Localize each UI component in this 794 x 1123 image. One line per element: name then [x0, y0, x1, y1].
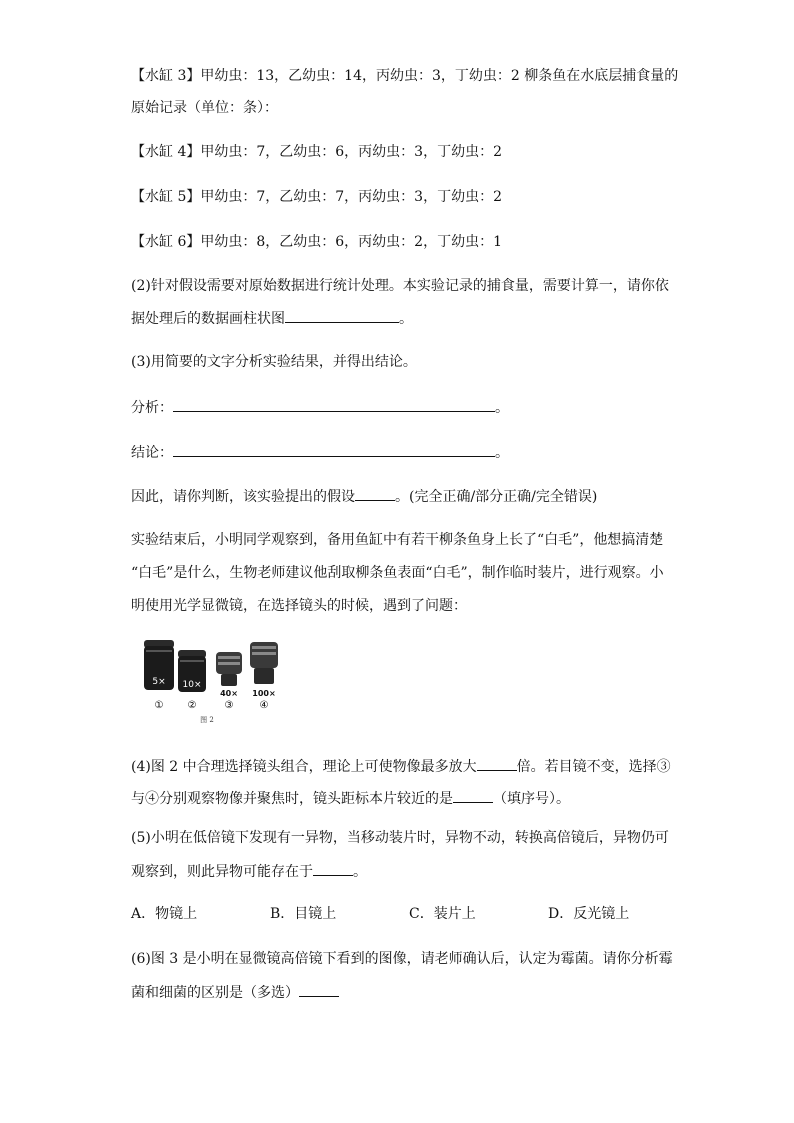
- question-4-lens-blank[interactable]: [453, 788, 493, 803]
- question-5-period: 。: [353, 864, 367, 880]
- question-6-line2: [131, 982, 339, 1003]
- option-d[interactable]: D．反光镜上: [548, 906, 630, 922]
- lens-label-5x: 5×: [152, 677, 166, 687]
- question-2-answer-blank[interactable]: [285, 308, 399, 323]
- question-2-period: 。: [399, 311, 413, 327]
- tank3-record-line1: 【水缸 3】甲幼虫：13，乙幼虫：14，丙幼虫：3，丁幼虫：2 柳条鱼在水底层捕食量的: [131, 68, 679, 84]
- observation-paragraph-line1: 实验结束后，小明同学观察到，备用鱼缸中有若干柳条鱼身上长了“白毛”，他想搞清楚: [131, 532, 664, 548]
- objective-100x: [250, 642, 278, 698]
- conclusion-period: 。: [495, 445, 509, 461]
- observation-paragraph-line2: “白毛”是什么，生物老师建议他刮取柳条鱼表面“白毛”，制作临时装片，进行观察。小: [131, 565, 664, 581]
- question-4-text-d: （填序号）。: [493, 791, 570, 807]
- conclusion-line: [131, 442, 509, 463]
- tank3-record-line2: 原始记录（单位：条）：: [131, 100, 278, 116]
- analysis-answer-blank[interactable]: [173, 397, 495, 412]
- question-4-text-c: 与④分别观察物像并聚焦时，镜头距标本片较近的是: [131, 791, 453, 807]
- analysis-period: 。: [495, 400, 509, 416]
- figure-caption: 图 2: [200, 716, 214, 724]
- option-b[interactable]: B．目镜上: [270, 906, 337, 922]
- observation-paragraph-line3: 明使用光学显微镜，在选择镜头的时候，遇到了问题：: [131, 598, 467, 614]
- question-4-magnification-blank[interactable]: [477, 756, 517, 771]
- question-4-line1: [131, 756, 671, 777]
- eyepiece-10x: [178, 650, 206, 692]
- tank4-record: 【水缸 4】甲幼虫：7，乙幼虫：6，丙幼虫：3，丁幼虫：2: [131, 144, 502, 160]
- question-6-text: 菌和细菌的区别是（多选）: [131, 985, 299, 1001]
- lens-number-3: ③: [224, 700, 234, 711]
- option-a[interactable]: A．物镜上: [131, 906, 198, 922]
- lens-number-1: ①: [154, 700, 164, 711]
- question-6-answer-blank[interactable]: [299, 982, 339, 997]
- question-5-text: 观察到，则此异物可能存在于: [131, 864, 313, 880]
- lens-label-100x: 100×: [252, 689, 276, 698]
- hypothesis-answer-blank[interactable]: [355, 486, 395, 501]
- eyepiece-5x: [144, 640, 174, 690]
- microscope-lenses-figure: [140, 634, 284, 726]
- hypothesis-judgement-text: 因此，请你判断，该实验提出的假设: [131, 489, 355, 505]
- question-4-text-a: (4)图 2 中合理选择镜头组合，理论上可使物像最多放大: [131, 759, 477, 775]
- conclusion-label: 结论：: [131, 445, 173, 461]
- question-5-line2: [131, 861, 367, 882]
- question-4-line2: [131, 788, 570, 809]
- question-5-line1: (5)小明在低倍镜下发现有一异物，当移动装片时，异物不动，转换高倍镜后，异物仍可: [131, 830, 669, 846]
- objective-40x: [216, 652, 242, 698]
- tank6-record: 【水缸 6】甲幼虫：8，乙幼虫：6，丙幼虫：2，丁幼虫：1: [131, 234, 502, 250]
- hypothesis-choices: 。(完全正确/部分正确/完全错误): [395, 489, 598, 505]
- question-2-text: 据处理后的数据画柱状图: [131, 311, 285, 327]
- analysis-line: [131, 397, 509, 418]
- lens-number-4: ④: [259, 700, 269, 711]
- conclusion-answer-blank[interactable]: [173, 442, 495, 457]
- hypothesis-judgement-line: [131, 486, 597, 507]
- lens-number-2: ②: [187, 700, 197, 711]
- option-c[interactable]: C．装片上: [409, 906, 476, 922]
- question-6-line1: (6)图 3 是小明在显微镜高倍镜下看到的图像，请老师确认后，认定为霉菌。请你分析霉: [131, 951, 673, 967]
- question-4-text-b: 倍。若目镜不变，选择③: [516, 759, 671, 775]
- question-5-answer-blank[interactable]: [313, 861, 353, 876]
- question-2-line1: (2)针对假设需要对原始数据进行统计处理。本实验记录的捕食量，需要计算一，请你依: [131, 278, 669, 294]
- question-3-prompt: (3)用简要的文字分析实验结果，并得出结论。: [131, 354, 417, 370]
- question-2-line2: [131, 308, 413, 329]
- analysis-label: 分析：: [131, 400, 173, 416]
- lens-label-40x: 40×: [220, 689, 238, 698]
- question-5-options: [131, 904, 651, 924]
- tank5-record: 【水缸 5】甲幼虫：7，乙幼虫：7，丙幼虫：3，丁幼虫：2: [131, 189, 502, 205]
- lens-label-10x: 10×: [182, 680, 202, 690]
